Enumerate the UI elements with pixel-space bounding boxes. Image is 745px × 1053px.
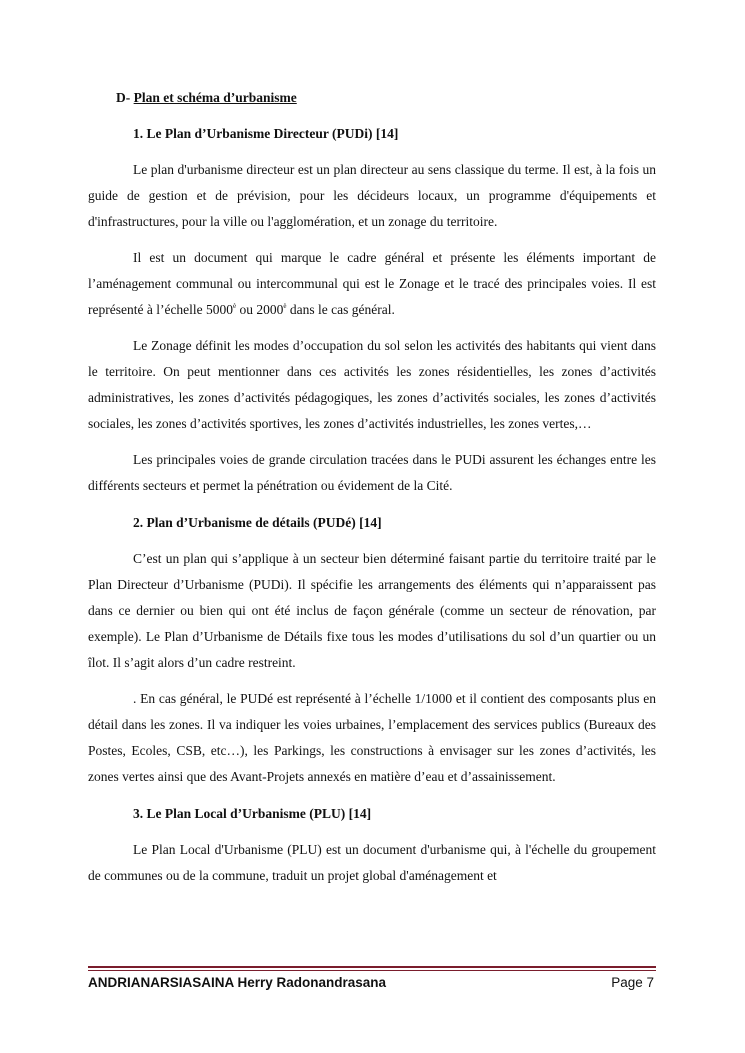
paragraph-text: dans le cas général. — [286, 302, 395, 317]
footer-author: ANDRIANARSIASAINA Herry Radonandrasana — [88, 975, 387, 990]
superscript: è — [233, 302, 237, 310]
paragraph: Le Zonage définit les modes d’occupation du sol selon les activités des habitants qui vient dans le territoire. On peut mentionner dans ces activités les zones résidentielles, les zones d’activités administratives, les zones d’activités pédagogiques, les zones d’activités sociales, les zones d’activités sociales, les zones d’activités sportives, les zones d’activités industrielles, les zones vertes,… — [88, 338, 656, 431]
section-heading — [116, 86, 656, 110]
page-number: Page 7 — [611, 975, 654, 990]
paragraph: Le Plan Local d'Urbanisme (PLU) est un document d'urbanisme qui, à l'échelle du groupement de communes ou de la commune, traduit un projet global d'aménagement et — [88, 842, 656, 883]
paragraph: Les principales voies de grande circulation tracées dans le PUDi assurent les échanges entre les différents secteurs et permet la pénétration ou évidement de la Cité. — [88, 452, 656, 493]
paragraph: . En cas général, le PUDé est représenté à l’échelle 1/1000 et il contient des composants plus en détail dans les zones. Il va indiquer les voies urbaines, l’emplacement des services publics (Bureaux des Postes, Ecoles, CSB, etc…), les Parkings, les constructions à envisager sur les zones d’activités, les zones vertes ainsi que des Avant-Projets annexés en matière d’eau et d’assainissement. — [88, 691, 656, 784]
paragraph: Le plan d'urbanisme directeur est un plan directeur au sens classique du terme. Il est, à la fois un guide de gestion et de prévision, pour les décideurs locaux, un programme d'équipements et d'infrastructures, pour la ville ou l'agglomération, et un zonage du territoire. — [88, 162, 656, 229]
paragraph-text: ou 2000 — [236, 302, 284, 317]
section-prefix: D- — [116, 90, 134, 105]
paragraph: C’est un plan qui s’applique à un secteur bien déterminé faisant partie du territoire traité par le Plan Directeur d’Urbanisme (PUDi). Il spécifie les arrangements des éléments qui n’apparaissent pas dans ce dernier ou bien qui ont été inclus de façon générale (comme un secteur de rénovation, par exemple). Le Plan d’Urbanisme de Détails fixe tous les modes d’utilisations du sol d’un quartier ou un îlot. Il s’agit alors d’un cadre restreint. — [88, 551, 656, 670]
page-footer — [88, 972, 656, 994]
paragraph — [88, 245, 656, 323]
superscript: è — [283, 302, 287, 310]
section-title: Plan et schéma d’urbanisme — [133, 90, 297, 105]
page-content — [88, 86, 656, 889]
footer-rule — [88, 966, 656, 968]
footer-rule-thin — [88, 970, 656, 971]
subsection-heading-pudi: 1. Le Plan d’Urbanisme Directeur (PUDi) [14] — [133, 126, 399, 141]
paragraph-text: Il est un document qui marque le cadre général et présente les éléments important de l’aménagement communal ou intercommunal qui est le Zonage et le tracé des principales voies. Il est représenté à l’échelle 5000 — [88, 250, 656, 317]
subsection-heading-pude: 2. Plan d’Urbanisme de détails (PUDé) [14] — [133, 515, 382, 530]
subsection-heading-plu: 3. Le Plan Local d’Urbanisme (PLU) [14] — [133, 806, 372, 821]
